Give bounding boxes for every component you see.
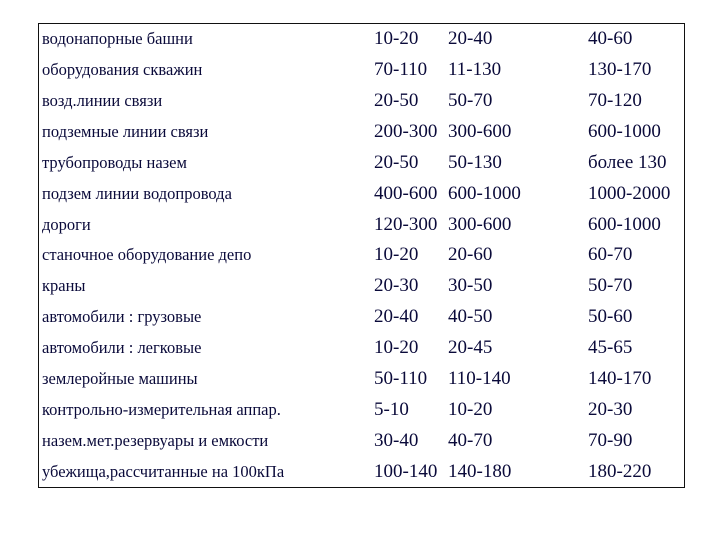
table-row	[39, 147, 684, 178]
value-cell-col2: 30-50	[448, 275, 493, 297]
row-name-cell: подземные линии связи	[42, 122, 209, 141]
value-cell-col3: 50-60	[588, 306, 633, 328]
value-cell-col3: 600-1000	[588, 213, 661, 235]
row-name-cell: трубопроводы назем	[42, 152, 187, 172]
value-cell-col1: 10-20	[374, 244, 419, 266]
row-name-cell: возд.линии связи	[42, 91, 163, 111]
data-table-frame	[38, 23, 685, 488]
value-cell-col2: 600-1000	[448, 182, 521, 204]
value-cell-col2: 50-130	[448, 151, 502, 173]
row-name-cell: назем.мет.резервуары и емкости	[42, 430, 269, 450]
row-name-cell: водонапорные башни	[42, 29, 193, 49]
value-cell-col1: 20-50	[374, 151, 419, 173]
value-cell-col1: 10-20	[374, 28, 419, 50]
value-cell-col3: более 130	[588, 151, 667, 173]
table-row	[39, 425, 684, 456]
value-cell-col2: 140-180	[448, 460, 512, 482]
table-row	[39, 271, 684, 302]
value-cell-col2: 10-20	[448, 398, 493, 420]
value-cell-col3: 70-120	[588, 90, 642, 112]
value-cell-col3: 1000-2000	[588, 182, 671, 204]
row-name-cell: автомобили : легковые	[42, 338, 202, 358]
row-name-cell: автомобили : грузовые	[42, 307, 202, 327]
value-cell-col2: 20-45	[448, 337, 493, 359]
value-cell-col3: 180-220	[588, 460, 652, 482]
value-cell-col1: 400-600	[374, 182, 438, 204]
value-cell-col1: 200-300	[374, 121, 438, 142]
value-cell-col3: 600-1000	[588, 121, 661, 142]
table-row	[39, 333, 684, 364]
value-cell-col2: 300-600	[448, 213, 512, 235]
value-cell-col2: 20-60	[448, 244, 493, 266]
row-name-cell: дороги	[42, 214, 91, 234]
value-cell-col2: 11-130	[448, 59, 502, 81]
table-row	[39, 394, 684, 425]
row-name-cell: контрольно-измерительная аппар.	[42, 399, 281, 419]
row-name-cell: подзем линии водопровода	[42, 183, 232, 203]
row-name-cell: землеройные машины	[42, 368, 198, 388]
value-cell-col3: 20-30	[588, 398, 633, 420]
table-row	[39, 240, 684, 271]
table-row	[39, 363, 684, 394]
value-cell-col1: 20-50	[374, 90, 419, 112]
table-row	[39, 117, 684, 148]
value-cell-col1: 10-20	[374, 337, 419, 359]
table-row	[39, 24, 684, 55]
value-cell-col3: 50-70	[588, 275, 633, 297]
table-row	[39, 178, 684, 209]
table-row	[39, 302, 684, 333]
value-cell-col3: 130-170	[588, 59, 652, 81]
value-cell-col2: 110-140	[448, 367, 511, 389]
row-name-cell: оборудования скважин	[42, 60, 203, 80]
data-table	[39, 24, 684, 487]
value-cell-col1: 5-10	[374, 398, 409, 420]
table-row	[39, 86, 684, 117]
row-name-cell: краны	[42, 276, 86, 296]
value-cell-col1: 30-40	[374, 429, 419, 451]
value-cell-col1: 70-110	[374, 59, 428, 81]
value-cell-col1: 20-30	[374, 275, 419, 297]
value-cell-col2: 40-70	[448, 429, 493, 451]
value-cell-col3: 70-90	[588, 429, 633, 451]
value-cell-col3: 45-65	[588, 337, 633, 359]
value-cell-col3: 140-170	[588, 367, 652, 389]
value-cell-col1: 100-140	[374, 460, 438, 482]
table-row	[39, 209, 684, 240]
value-cell-col3: 40-60	[588, 28, 633, 50]
value-cell-col1: 20-40	[374, 306, 419, 328]
row-name-cell: станочное оборудование депо	[42, 245, 252, 265]
table-row	[39, 55, 684, 86]
value-cell-col1: 50-110	[374, 367, 428, 389]
value-cell-col2: 40-50	[448, 306, 493, 328]
value-cell-col2: 50-70	[448, 90, 493, 112]
value-cell-col2: 300-600	[448, 121, 512, 142]
value-cell-col3: 60-70	[588, 244, 633, 266]
value-cell-col1: 120-300	[374, 213, 438, 235]
table-body	[39, 24, 684, 487]
table-row	[39, 456, 684, 487]
value-cell-col2: 20-40	[448, 28, 493, 50]
row-name-cell: убежища,рассчитанные на 100кПа	[42, 461, 285, 481]
